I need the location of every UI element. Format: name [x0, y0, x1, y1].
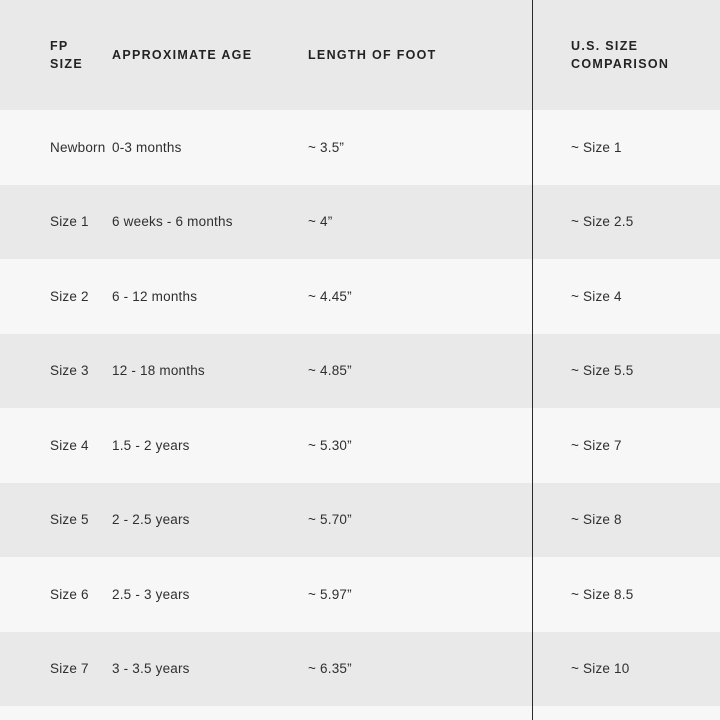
table-row [0, 185, 720, 260]
cell-us-size-comparison: ~ Size 8 [571, 512, 622, 528]
cell-fp-size: Size 3 [50, 363, 89, 379]
cell-length-of-foot: ~ 5.97” [308, 586, 352, 602]
table-row [0, 334, 720, 409]
cell-length-of-foot: ~ 6.35” [308, 661, 352, 677]
cell-fp-size: Size 5 [50, 512, 89, 528]
cell-approximate-age: 1.5 - 2 years [112, 437, 190, 453]
cell-us-size-comparison: ~ Size 5.5 [571, 363, 634, 379]
cell-length-of-foot: ~ 3.5” [308, 139, 345, 155]
cell-length-of-foot: ~ 4.45” [308, 288, 352, 304]
table-row [0, 110, 720, 185]
cell-approximate-age: 0-3 months [112, 139, 182, 155]
cell-fp-size: Newborn [50, 139, 106, 155]
table-row [0, 483, 720, 558]
table-header-row [0, 0, 720, 110]
vertical-divider [532, 0, 533, 720]
cell-us-size-comparison: ~ Size 10 [571, 661, 630, 677]
table-row [0, 632, 720, 707]
cell-us-size-comparison: ~ Size 7 [571, 437, 622, 453]
column-header-approximate-age: APPROXIMATE AGE [112, 47, 253, 62]
cell-approximate-age: 3 - 3.5 years [112, 661, 190, 677]
cell-fp-size: Size 4 [50, 437, 89, 453]
cell-fp-size: Size 2 [50, 288, 89, 304]
cell-approximate-age: 6 weeks - 6 months [112, 214, 233, 230]
column-header-fp-size: FP SIZE [50, 38, 83, 71]
cell-us-size-comparison: ~ Size 2.5 [571, 214, 634, 230]
cell-length-of-foot: ~ 4” [308, 214, 333, 230]
cell-us-size-comparison: ~ Size 8.5 [571, 586, 634, 602]
table-row [0, 259, 720, 334]
table-row [0, 557, 720, 632]
cell-length-of-foot: ~ 5.30” [308, 437, 352, 453]
column-header-us-size-comparison: U.S. SIZE COMPARISON [571, 38, 670, 71]
table-row [0, 408, 720, 483]
cell-length-of-foot: ~ 5.70” [308, 512, 352, 528]
cell-approximate-age: 6 - 12 months [112, 288, 198, 304]
cell-us-size-comparison: ~ Size 4 [571, 288, 622, 304]
cell-fp-size: Size 6 [50, 586, 89, 602]
cell-fp-size: Size 7 [50, 661, 89, 677]
cell-us-size-comparison: ~ Size 1 [571, 139, 622, 155]
cell-approximate-age: 12 - 18 months [112, 363, 205, 379]
column-header-length-of-foot: LENGTH OF FOOT [308, 47, 437, 62]
cell-approximate-age: 2.5 - 3 years [112, 586, 190, 602]
cell-length-of-foot: ~ 4.85” [308, 363, 352, 379]
cell-approximate-age: 2 - 2.5 years [112, 512, 190, 528]
cell-fp-size: Size 1 [50, 214, 89, 230]
